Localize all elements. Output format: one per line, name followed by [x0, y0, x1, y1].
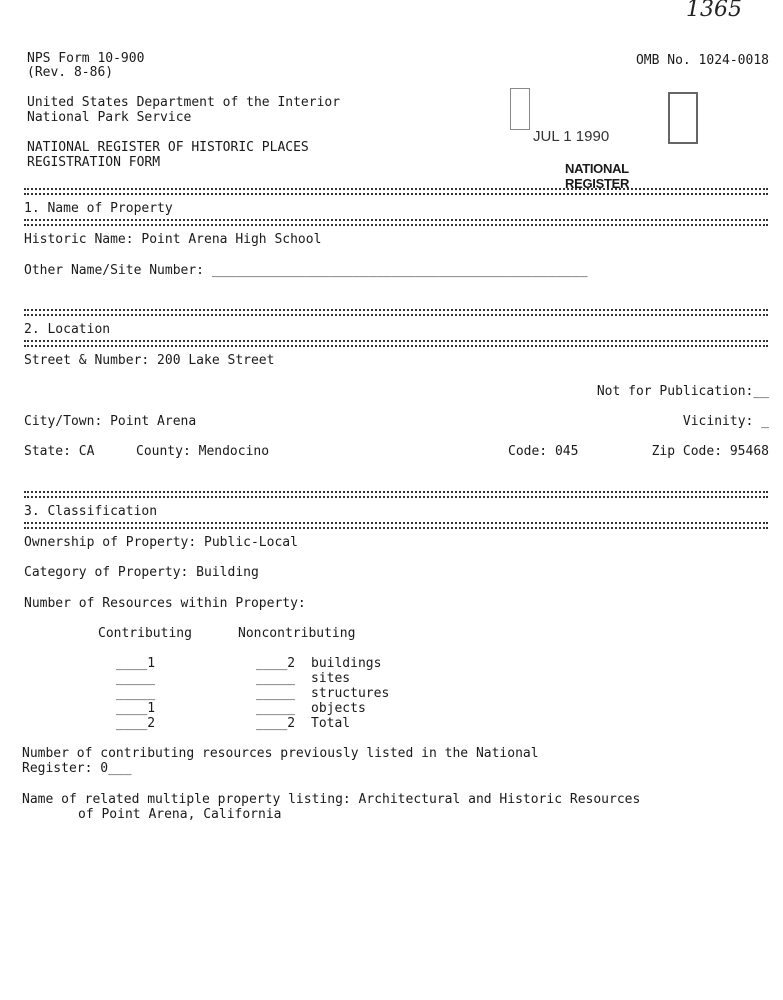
state: State: CA [24, 444, 95, 459]
stamp-letter-d [668, 92, 698, 144]
col-noncontributing: Noncontributing [238, 626, 356, 641]
separator [24, 188, 768, 195]
separator [24, 309, 768, 316]
not-for-publication: Not for Publication:__ [596, 384, 769, 399]
service-name: National Park Service [27, 110, 192, 125]
form-id: NPS Form 10-900 [27, 51, 145, 66]
multiple-listing-line1: Name of related multiple property listing: Architectural and Historic Resources [22, 792, 641, 807]
row-sites-noncontributing: _____ [256, 671, 296, 686]
form-revision: (Rev. 8-86) [27, 65, 114, 80]
row-sites-label: sites [311, 671, 351, 686]
row-total-noncontributing: ____2 [256, 716, 296, 731]
form-title-line1: NATIONAL REGISTER OF HISTORIC PLACES [27, 140, 309, 155]
category-of-property: Category of Property: Building [24, 565, 259, 580]
row-total-contributing: ____2 [116, 716, 156, 731]
separator [24, 522, 768, 529]
stamp-date: JUL 1 1990 [533, 128, 610, 145]
omb-number: OMB No. 1024-0018 [635, 53, 769, 68]
resources-label: Number of Resources within Property: [24, 596, 306, 611]
stamp-national: NATIONAL [565, 161, 629, 176]
row-objects-noncontributing: _____ [256, 701, 296, 716]
stamp-register: REGISTER [565, 176, 630, 191]
ownership-of-property: Ownership of Property: Public-Local [24, 535, 298, 550]
section-2-heading: 2. Location [24, 322, 111, 337]
row-buildings-contributing: ____1 [116, 656, 156, 671]
street-number: Street & Number: 200 Lake Street [24, 353, 275, 368]
previously-listed-line1: Number of contributing resources previously listed in the National [22, 746, 539, 761]
city-town: City/Town: Point Arena [24, 414, 197, 429]
row-structures-label: structures [311, 686, 390, 701]
other-name-site-number: Other Name/Site Number: ________________________________________________ [24, 263, 588, 278]
form-title-line2: REGISTRATION FORM [27, 155, 161, 170]
row-total-label: Total [311, 716, 351, 731]
row-structures-noncontributing: _____ [256, 686, 296, 701]
zip-code: Zip Code: 95468 [651, 444, 769, 459]
row-buildings-noncontributing: ____2 [256, 656, 296, 671]
separator [24, 340, 768, 347]
department-name: United States Department of the Interior [27, 95, 341, 110]
col-contributing: Contributing [98, 626, 192, 641]
historic-name: Historic Name: Point Arena High School [24, 232, 322, 247]
county: County: Mendocino [136, 444, 270, 459]
vicinity: Vicinity: _ [682, 414, 769, 429]
stamp-letter-r [510, 88, 530, 130]
section-3-heading: 3. Classification [24, 504, 158, 519]
row-structures-contributing: _____ [116, 686, 156, 701]
row-buildings-label: buildings [311, 656, 382, 671]
row-objects-label: objects [311, 701, 366, 716]
county-code: Code: 045 [508, 444, 579, 459]
previously-listed-line2: Register: 0___ [22, 761, 132, 776]
row-sites-contributing: _____ [116, 671, 156, 686]
multiple-listing-line2: of Point Arena, California [78, 807, 282, 822]
row-objects-contributing: ____1 [116, 701, 156, 716]
separator [24, 491, 768, 498]
separator [24, 219, 768, 226]
handwritten-number: 1365 [686, 0, 742, 22]
section-1-heading: 1. Name of Property [24, 201, 173, 216]
